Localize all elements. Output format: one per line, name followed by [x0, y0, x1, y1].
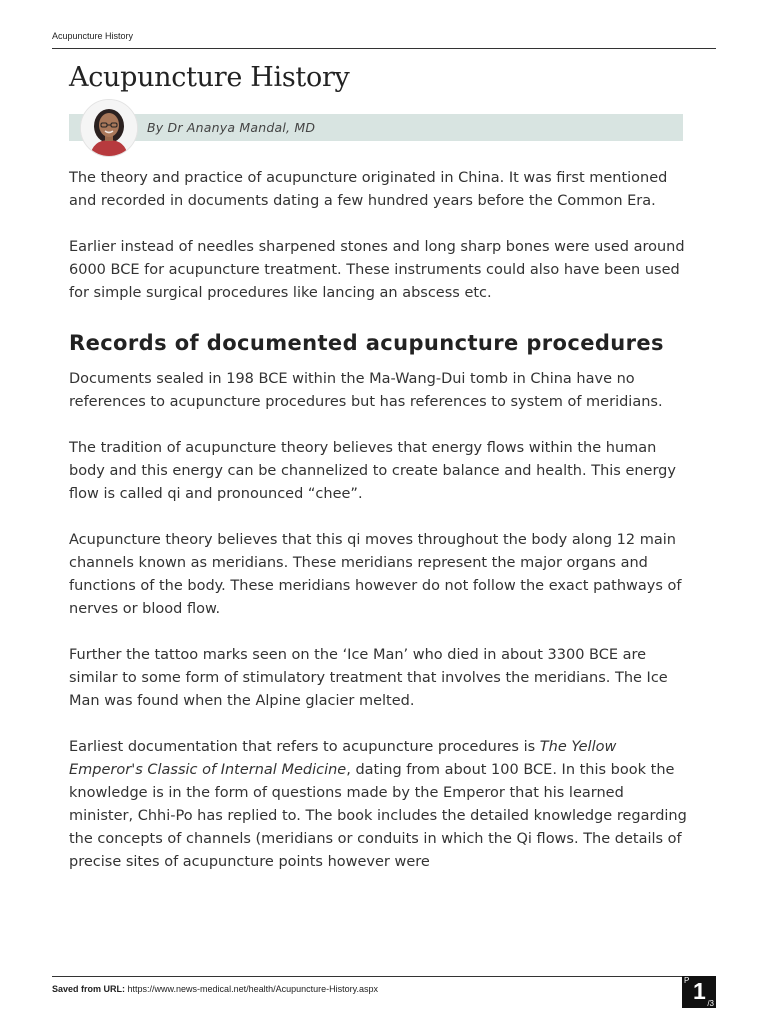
- footer-label: Saved from URL:: [52, 984, 126, 994]
- page-title: Acupuncture History: [69, 62, 350, 93]
- author-byline: By Dr Ananya Mandal, MD: [147, 120, 316, 135]
- author-portrait-icon: [81, 100, 137, 156]
- book-title: The Yellow Emperor's Classic of Internal Medicine: [69, 739, 617, 778]
- section-paragraph-4: Further the tattoo marks seen on the ‘Ice Man’ who died in about 3300 BCE are similar to some form of stimulatory treatment that involves the meridians. The Ice Man was found when the Alpine glacier melted.: [69, 647, 668, 709]
- article-body: [69, 167, 689, 897]
- footer-source: [52, 984, 378, 994]
- paragraph-text-after: , dating from about 100 BCE. In this book the knowledge is in the form of questions made by the Emperor that his learned minister, Chhi-Po has replied to. The book includes the detailed knowledge regarding the concepts of channels (meridians or conduits in which the Qi flows. The details of precise sites of acupuncture points however were: [69, 762, 687, 870]
- running-header: Acupuncture History: [52, 31, 134, 41]
- section-paragraph-2: The tradition of acupuncture theory believes that energy flows within the human body and this energy can be channelized to create balance and health. This energy flow is called qi and pronounced “chee”.: [69, 440, 676, 502]
- paragraph-text-before: Earliest documentation that refers to acupuncture procedures is: [69, 739, 540, 755]
- section-paragraph-3: Acupuncture theory believes that this qi moves throughout the body along 12 main channels known as meridians. These meridians represent the major organs and functions of the body. These meridians however do not follow the exact pathways of nerves or blood flow.: [69, 532, 682, 617]
- section-paragraph-1: Documents sealed in 198 BCE within the Ma-Wang-Dui tomb in China have no references to acupuncture procedures but has references to system of meridians.: [69, 371, 663, 410]
- section-paragraph-5: [69, 736, 689, 874]
- author-avatar: [80, 99, 138, 157]
- page-number: 1: [693, 978, 706, 1004]
- section-heading: Records of documented acupuncture procedures: [69, 331, 664, 355]
- intro-paragraph-2: Earlier instead of needles sharpened stones and long sharp bones were used around 6000 BCE for acupuncture treatment. These instruments could also have been used for simple surgical procedures like lancing an abscess etc.: [69, 239, 685, 301]
- page-total: /3: [707, 999, 714, 1008]
- page-indicator: [682, 976, 716, 1008]
- header-divider: [52, 48, 716, 49]
- footer-divider: [52, 976, 716, 977]
- intro-paragraph-1: The theory and practice of acupuncture originated in China. It was first mentioned and recorded in documents dating a few hundred years before the Common Era.: [69, 170, 668, 209]
- page-letter: P: [684, 976, 690, 985]
- footer-url[interactable]: https://www.news-medical.net/health/Acupuncture-History.aspx: [127, 984, 378, 994]
